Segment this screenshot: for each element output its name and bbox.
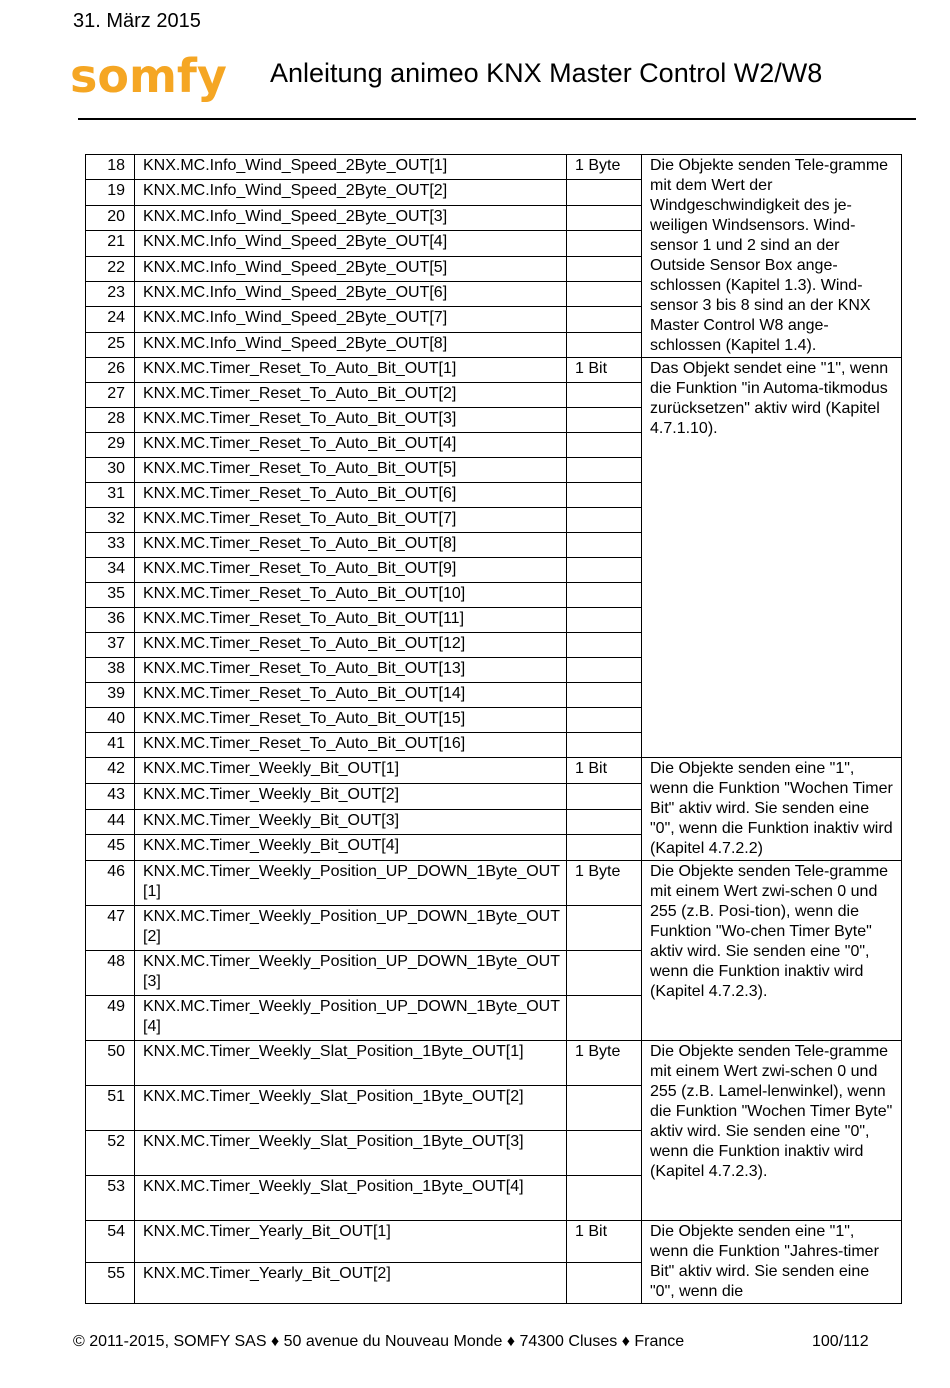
object-size	[567, 205, 642, 230]
object-number: 52	[86, 1131, 135, 1176]
object-name: KNX.MC.Timer_Reset_To_Auto_Bit_OUT[5]	[135, 458, 567, 483]
object-name: KNX.MC.Timer_Weekly_Position_UP_DOWN_1Byte_OUT[1]	[135, 861, 567, 906]
header-date: 31. März 2015	[73, 10, 201, 32]
object-number: 30	[86, 458, 135, 483]
object-number: 28	[86, 408, 135, 433]
object-name: KNX.MC.Info_Wind_Speed_2Byte_OUT[1]	[135, 155, 567, 180]
object-number: 21	[86, 231, 135, 256]
object-number: 33	[86, 533, 135, 558]
object-description: Die Objekte senden Tele-gramme mit einem Wert zwi-schen 0 und 255 (z.B. Posi-tion), wenn die Funktion "Wo-chen Timer Byte" aktiv wird. Sie senden eine "0", wenn die Funktion inaktiv wird (Kapitel 4.7.2.3).	[642, 861, 902, 1041]
object-number: 49	[86, 996, 135, 1041]
object-number: 27	[86, 383, 135, 408]
object-size: 1 Byte	[567, 861, 642, 906]
object-name: KNX.MC.Timer_Weekly_Slat_Position_1Byte_OUT[3]	[135, 1131, 567, 1176]
object-number: 42	[86, 758, 135, 784]
object-number: 29	[86, 433, 135, 458]
object-size	[567, 458, 642, 483]
object-size	[567, 951, 642, 996]
object-size	[567, 783, 642, 809]
object-number: 54	[86, 1221, 135, 1263]
object-name: KNX.MC.Timer_Weekly_Bit_OUT[2]	[135, 783, 567, 809]
object-name: KNX.MC.Timer_Weekly_Slat_Position_1Byte_OUT[2]	[135, 1086, 567, 1131]
object-name: KNX.MC.Timer_Reset_To_Auto_Bit_OUT[9]	[135, 558, 567, 583]
object-number: 43	[86, 783, 135, 809]
object-description: Die Objekte senden Tele-gramme mit einem Wert zwi-schen 0 und 255 (z.B. Lamel-lenwinkel), wenn die Funktion "Wochen Timer Byte" aktiv wird. Sie senden eine "0", wenn die Funktion inaktiv wird (Kapitel 4.7.2.3).	[642, 1041, 902, 1221]
object-size: 1 Byte	[567, 155, 642, 180]
footer-text: © 2011-2015, SOMFY SAS ♦ 50 avenue du Nouveau Monde ♦ 74300 Cluses ♦ France	[73, 1333, 685, 1350]
object-number: 44	[86, 809, 135, 835]
object-name: KNX.MC.Info_Wind_Speed_2Byte_OUT[8]	[135, 332, 567, 357]
object-name: KNX.MC.Timer_Reset_To_Auto_Bit_OUT[2]	[135, 383, 567, 408]
object-size: 1 Byte	[567, 1041, 642, 1086]
logo-text: somfy	[70, 52, 227, 102]
object-size	[567, 307, 642, 332]
object-name: KNX.MC.Timer_Weekly_Bit_OUT[1]	[135, 758, 567, 784]
object-size	[567, 996, 642, 1041]
object-number: 36	[86, 608, 135, 633]
object-number: 35	[86, 583, 135, 608]
document-title: Anleitung animeo KNX Master Control W2/W8	[270, 58, 823, 88]
object-number: 22	[86, 256, 135, 281]
table-row	[86, 1041, 902, 1086]
object-number: 24	[86, 307, 135, 332]
object-name: KNX.MC.Timer_Weekly_Bit_OUT[3]	[135, 809, 567, 835]
object-name: KNX.MC.Info_Wind_Speed_2Byte_OUT[2]	[135, 180, 567, 205]
object-size	[567, 533, 642, 558]
object-size: 1 Bit	[567, 358, 642, 383]
object-name: KNX.MC.Timer_Yearly_Bit_OUT[1]	[135, 1221, 567, 1263]
object-size	[567, 558, 642, 583]
object-name: KNX.MC.Timer_Reset_To_Auto_Bit_OUT[3]	[135, 408, 567, 433]
object-name: KNX.MC.Timer_Reset_To_Auto_Bit_OUT[7]	[135, 508, 567, 533]
object-size	[567, 483, 642, 508]
object-number: 38	[86, 658, 135, 683]
object-size	[567, 583, 642, 608]
object-size	[567, 256, 642, 281]
object-number: 41	[86, 733, 135, 758]
object-number: 55	[86, 1262, 135, 1304]
object-size	[567, 180, 642, 205]
object-name: KNX.MC.Info_Wind_Speed_2Byte_OUT[4]	[135, 231, 567, 256]
object-number: 23	[86, 281, 135, 306]
object-size	[567, 508, 642, 533]
object-number: 18	[86, 155, 135, 180]
header-divider	[78, 118, 916, 120]
object-number: 40	[86, 708, 135, 733]
object-size	[567, 1086, 642, 1131]
object-size	[567, 708, 642, 733]
object-name: KNX.MC.Info_Wind_Speed_2Byte_OUT[7]	[135, 307, 567, 332]
object-number: 20	[86, 205, 135, 230]
object-number: 26	[86, 358, 135, 383]
object-name: KNX.MC.Timer_Weekly_Position_UP_DOWN_1Byte_OUT[2]	[135, 906, 567, 951]
object-size	[567, 683, 642, 708]
object-size: 1 Bit	[567, 1221, 642, 1263]
object-number: 47	[86, 906, 135, 951]
object-size	[567, 433, 642, 458]
object-name: KNX.MC.Timer_Reset_To_Auto_Bit_OUT[8]	[135, 533, 567, 558]
object-number: 19	[86, 180, 135, 205]
table-row	[86, 758, 902, 784]
object-name: KNX.MC.Timer_Yearly_Bit_OUT[2]	[135, 1262, 567, 1304]
object-description: Das Objekt sendet eine "1", wenn die Funktion "in Automa-tikmodus zurücksetzen" aktiv wird (Kapitel 4.7.1.10).	[642, 358, 902, 758]
object-name: KNX.MC.Timer_Reset_To_Auto_Bit_OUT[12]	[135, 633, 567, 658]
objects-table	[85, 154, 902, 1304]
object-size	[567, 809, 642, 835]
object-number: 48	[86, 951, 135, 996]
object-size	[567, 1131, 642, 1176]
object-name: KNX.MC.Timer_Weekly_Bit_OUT[4]	[135, 835, 567, 861]
object-name: KNX.MC.Timer_Reset_To_Auto_Bit_OUT[16]	[135, 733, 567, 758]
object-name: KNX.MC.Timer_Weekly_Position_UP_DOWN_1Byte_OUT[4]	[135, 996, 567, 1041]
object-size	[567, 906, 642, 951]
object-name: KNX.MC.Timer_Weekly_Slat_Position_1Byte_OUT[1]	[135, 1041, 567, 1086]
object-size	[567, 1262, 642, 1304]
object-number: 25	[86, 332, 135, 357]
object-size	[567, 408, 642, 433]
object-size	[567, 733, 642, 758]
somfy-logo	[70, 52, 250, 102]
object-size	[567, 608, 642, 633]
object-name: KNX.MC.Info_Wind_Speed_2Byte_OUT[3]	[135, 205, 567, 230]
object-size	[567, 383, 642, 408]
object-size	[567, 281, 642, 306]
table-row	[86, 155, 902, 180]
object-name: KNX.MC.Timer_Reset_To_Auto_Bit_OUT[11]	[135, 608, 567, 633]
table-row	[86, 1221, 902, 1263]
object-name: KNX.MC.Timer_Reset_To_Auto_Bit_OUT[14]	[135, 683, 567, 708]
object-number: 31	[86, 483, 135, 508]
object-number: 53	[86, 1176, 135, 1221]
object-number: 39	[86, 683, 135, 708]
object-name: KNX.MC.Timer_Reset_To_Auto_Bit_OUT[13]	[135, 658, 567, 683]
object-name: KNX.MC.Timer_Reset_To_Auto_Bit_OUT[1]	[135, 358, 567, 383]
object-name: KNX.MC.Timer_Weekly_Position_UP_DOWN_1Byte_OUT[3]	[135, 951, 567, 996]
object-size: 1 Bit	[567, 758, 642, 784]
object-number: 45	[86, 835, 135, 861]
object-number: 51	[86, 1086, 135, 1131]
object-size	[567, 835, 642, 861]
object-size	[567, 332, 642, 357]
object-name: KNX.MC.Timer_Reset_To_Auto_Bit_OUT[15]	[135, 708, 567, 733]
table-row	[86, 861, 902, 906]
object-number: 37	[86, 633, 135, 658]
table-row	[86, 358, 902, 383]
object-number: 32	[86, 508, 135, 533]
object-name: KNX.MC.Info_Wind_Speed_2Byte_OUT[6]	[135, 281, 567, 306]
object-name: KNX.MC.Timer_Reset_To_Auto_Bit_OUT[10]	[135, 583, 567, 608]
object-name: KNX.MC.Timer_Reset_To_Auto_Bit_OUT[6]	[135, 483, 567, 508]
object-name: KNX.MC.Info_Wind_Speed_2Byte_OUT[5]	[135, 256, 567, 281]
object-name: KNX.MC.Timer_Reset_To_Auto_Bit_OUT[4]	[135, 433, 567, 458]
object-size	[567, 1176, 642, 1221]
object-number: 34	[86, 558, 135, 583]
page-number: 100/112	[812, 1333, 869, 1350]
object-number: 50	[86, 1041, 135, 1086]
object-number: 46	[86, 861, 135, 906]
object-description: Die Objekte senden eine "1", wenn die Funktion "Jahres-timer Bit" aktiv wird. Sie senden eine "0", wenn die	[642, 1221, 902, 1304]
object-name: KNX.MC.Timer_Weekly_Slat_Position_1Byte_OUT[4]	[135, 1176, 567, 1221]
object-description: Die Objekte senden Tele-gramme mit dem Wert der Windgeschwindigkeit des je-weiligen Windsensors. Wind-sensor 1 und 2 sind an der Outside Sensor Box ange-schlossen (Kapitel 1.3). Wind-sensor 3 bis 8 sind an der KNX Master Control W8 ange-schlossen (Kapitel 1.4).	[642, 155, 902, 358]
object-description: Die Objekte senden eine "1", wenn die Funktion "Wochen Timer Bit" aktiv wird. Sie senden eine "0", wenn die Funktion inaktiv wird (Kapitel 4.7.2.2)	[642, 758, 902, 861]
object-size	[567, 633, 642, 658]
object-size	[567, 231, 642, 256]
object-size	[567, 658, 642, 683]
